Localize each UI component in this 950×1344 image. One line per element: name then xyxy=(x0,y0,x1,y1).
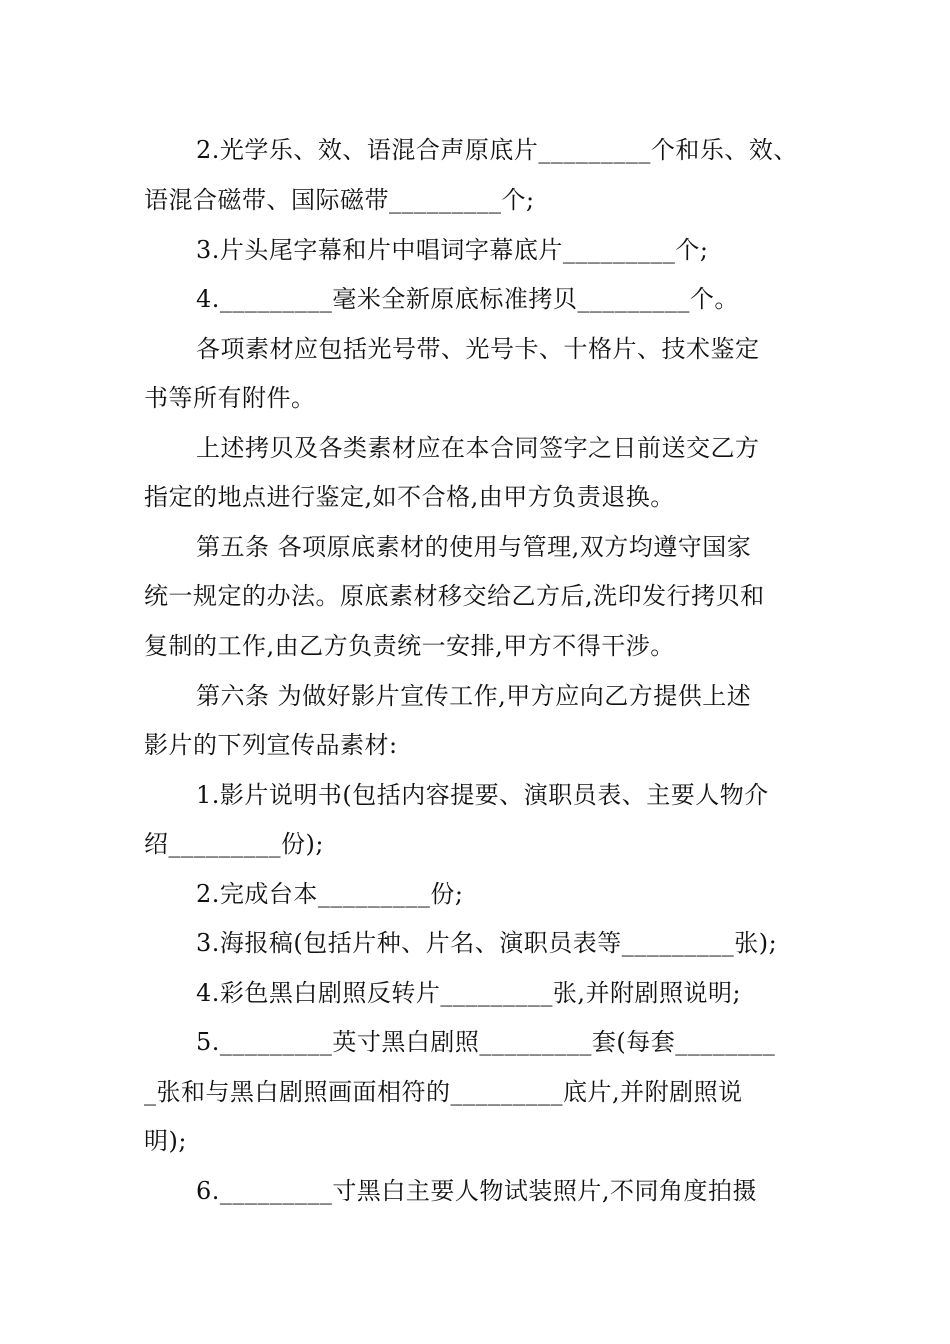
text-line: 指定的地点进行鉴定,如不合格,由甲方负责退换。 xyxy=(144,483,675,511)
text-line: 统一规定的办法。原底素材移交给乙方后,洗印发行拷贝和 xyxy=(144,582,765,610)
text-line: 第五条 各项原底素材的使用与管理,双方均遵守国家 xyxy=(196,533,752,561)
text-line: 4.彩色黑白剧照反转片_________张,并附剧照说明; xyxy=(196,979,742,1007)
text-line: 各项素材应包括光号带、光号卡、十格片、技术鉴定 xyxy=(196,335,760,363)
text-line: 上述拷贝及各类素材应在本合同签字之日前送交乙方 xyxy=(196,434,760,462)
text-line: 3.片头尾字幕和片中唱词字幕底片_________个; xyxy=(196,236,709,264)
text-line: 第六条 为做好影片宣传工作,甲方应向乙方提供上述 xyxy=(196,682,752,710)
text-line: 3.海报稿(包括片种、片名、演职员表等_________张); xyxy=(196,929,778,957)
text-line: 6._________寸黑白主要人物试装照片,不同角度拍摄 xyxy=(196,1177,758,1205)
text-line: 语混合磁带、国际磁带_________个; xyxy=(144,186,535,214)
text-line: 绍_________份); xyxy=(144,830,324,858)
text-line: 影片的下列宣传品素材: xyxy=(144,731,398,759)
text-line: 书等所有附件。 xyxy=(144,384,316,412)
text-line: 4._________毫米全新原底标准拷贝_________个。 xyxy=(196,285,739,313)
text-line: 1.影片说明书(包括内容提要、演职员表、主要人物介 xyxy=(196,781,769,809)
text-line: 2.光学乐、效、语混合声原底片_________个和乐、效、 xyxy=(196,136,798,164)
text-line: _张和与黑白剧照画面相符的_________底片,并附剧照说 xyxy=(144,1078,743,1106)
text-line: 明); xyxy=(144,1127,187,1155)
text-line: 复制的工作,由乙方负责统一安排,甲方不得干涉。 xyxy=(144,632,675,660)
text-line: 2.完成台本_________份; xyxy=(196,880,464,908)
text-line: 5._________英寸黑白剧照_________套(每套________ xyxy=(196,1028,776,1056)
